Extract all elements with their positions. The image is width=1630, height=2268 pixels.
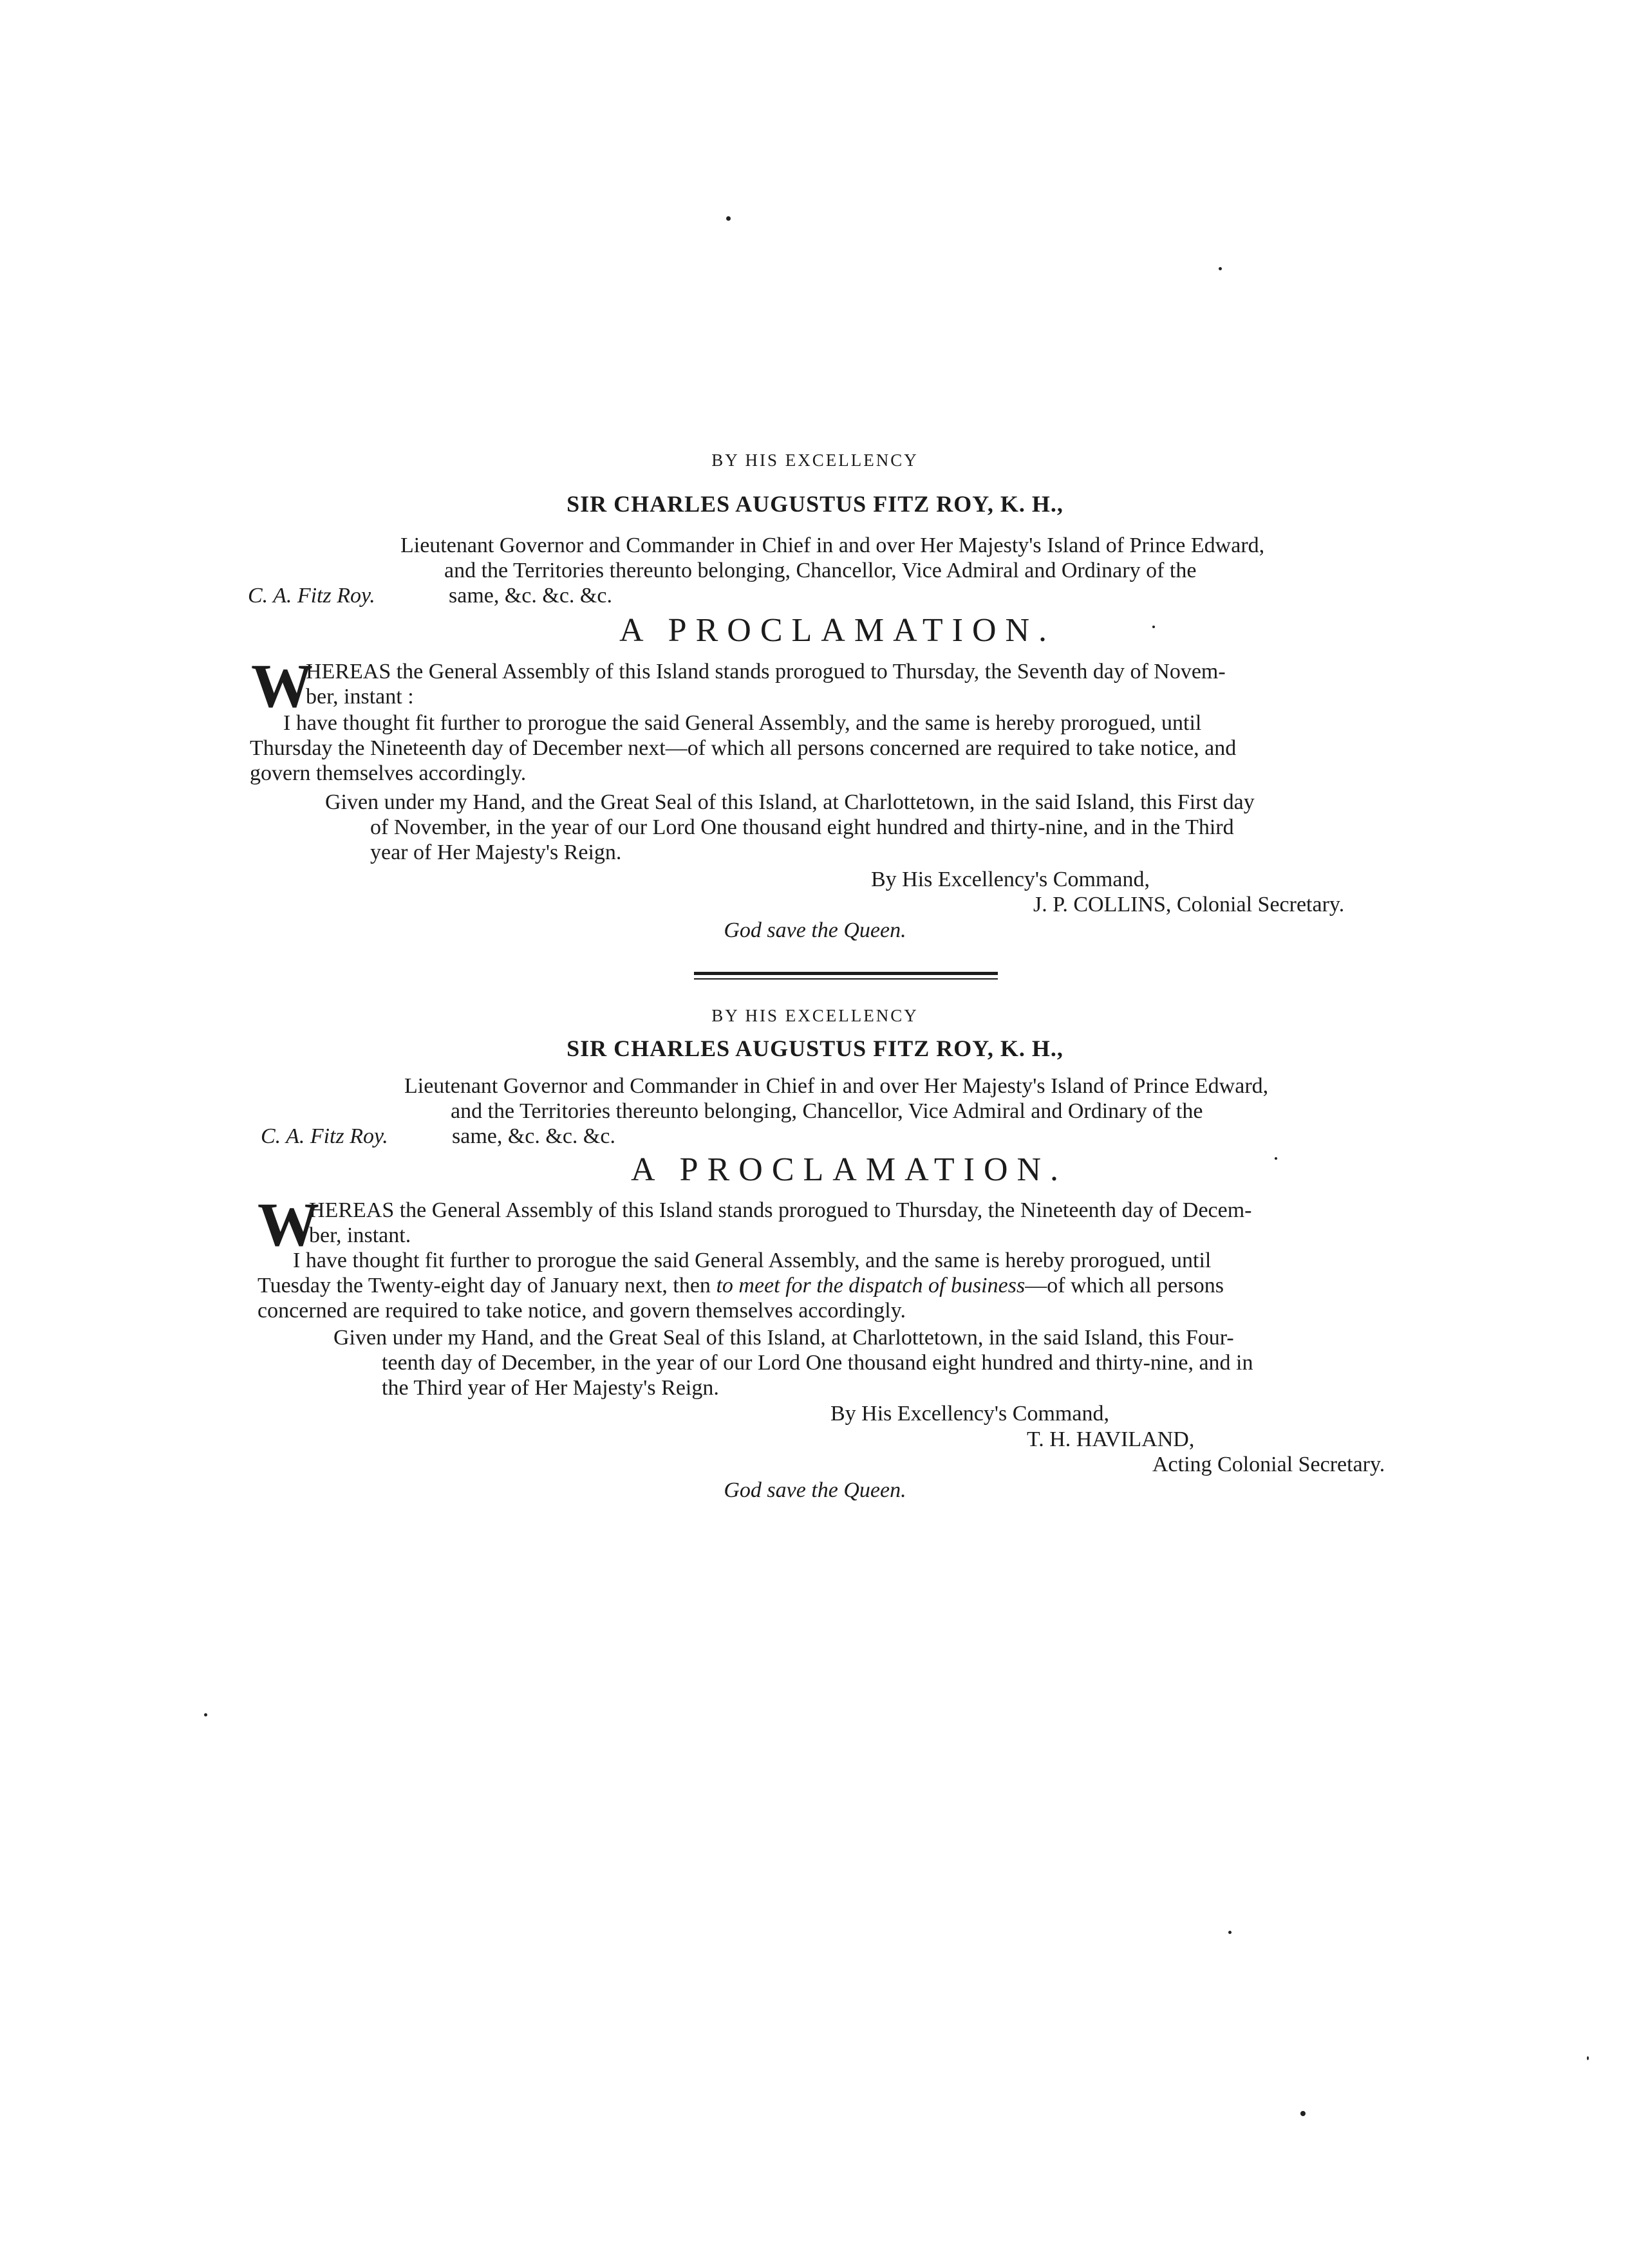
drop-cap: W xyxy=(258,1190,319,1259)
prorogue-line-1: I have thought fit further to prorogue the said General Assembly, and the same is hereby prorogued, until xyxy=(283,711,1202,735)
by-his-excellency: BY HIS EXCELLENCY xyxy=(711,451,919,470)
signature: C. A. Fitz Roy. xyxy=(248,584,375,608)
god-save-the-queen: God save the Queen. xyxy=(724,1478,906,1502)
titles-line-3: same, &c. &c. &c. xyxy=(449,584,612,608)
drop-cap: W xyxy=(251,651,313,720)
governor-name: SIR CHARLES AUGUSTUS FITZ ROY, K. H., xyxy=(567,491,1063,517)
prorogue-line-2-end: —of which all persons xyxy=(1025,1274,1224,1297)
god-save-the-queen: God save the Queen. xyxy=(724,918,906,942)
whereas-line-2: ber, instant. xyxy=(309,1223,411,1247)
titles-line-2: and the Territories thereunto belonging, Chancellor, Vice Admiral and Ordinary of the xyxy=(444,559,1197,582)
titles-line-3: same, &c. &c. &c. xyxy=(452,1124,615,1148)
titles-line-1: Lieutenant Governor and Commander in Chief in and over Her Majesty's Island of Prince Edward, xyxy=(404,1074,1269,1098)
given-line-3: the Third year of Her Majesty's Reign. xyxy=(382,1376,719,1400)
given-line-1: Given under my Hand, and the Great Seal of this Island, at Charlottetown, in the said Island, this Four- xyxy=(333,1326,1234,1350)
governor-name: SIR CHARLES AUGUSTUS FITZ ROY, K. H., xyxy=(567,1036,1063,1061)
command-line: By His Excellency's Command, xyxy=(871,868,1150,891)
given-line-1: Given under my Hand, and the Great Seal of this Island, at Charlottetown, in the said Island, this First day xyxy=(325,790,1255,814)
titles-line-1: Lieutenant Governor and Commander in Chief in and over Her Majesty's Island of Prince Edward, xyxy=(400,534,1265,557)
by-his-excellency: BY HIS EXCELLENCY xyxy=(711,1006,919,1025)
titles-line-2: and the Territories thereunto belonging, Chancellor, Vice Admiral and Ordinary of the xyxy=(451,1099,1203,1123)
prorogue-line-3: govern themselves accordingly. xyxy=(250,761,527,785)
whereas-line-2: ber, instant : xyxy=(306,685,414,709)
prorogue-line-3: concerned are required to take notice, and govern themselves accordingly. xyxy=(258,1299,906,1323)
signature: C. A. Fitz Roy. xyxy=(261,1124,388,1148)
given-line-3: year of Her Majesty's Reign. xyxy=(370,841,622,864)
prorogue-line-2-start: Tuesday the Twenty-eight day of January next, then xyxy=(258,1274,717,1297)
whereas-line-1: HEREAS the General Assembly of this Island stands prorogued to Thursday, the Seventh day of Novem- xyxy=(306,660,1226,683)
given-line-2: of November, in the year of our Lord One thousand eight hundred and thirty-nine, and in the Third xyxy=(370,815,1234,839)
prorogue-line-2: Thursday the Nineteenth day of December next—of which all persons concerned are required to take notice, and xyxy=(250,736,1237,760)
proclamation-heading: A PROCLAMATION. xyxy=(619,612,1056,649)
given-line-2: teenth day of December, in the year of our Lord One thousand eight hundred and thirty-nine, and in xyxy=(382,1351,1253,1375)
proclamation-heading: A PROCLAMATION. xyxy=(631,1151,1068,1188)
prorogue-line-1: I have thought fit further to prorogue the said General Assembly, and the same is hereby prorogued, until xyxy=(293,1249,1212,1272)
secretary-title: Acting Colonial Secretary. xyxy=(1152,1453,1385,1476)
whereas-line-1: HEREAS the General Assembly of this Island stands prorogued to Thursday, the Nineteenth day of Decem- xyxy=(309,1198,1252,1222)
command-line: By His Excellency's Command, xyxy=(830,1402,1109,1426)
secretary-name: T. H. HAVILAND, xyxy=(1027,1427,1195,1451)
secretary: J. P. COLLINS, Colonial Secretary. xyxy=(1033,893,1345,916)
prorogue-line-2 xyxy=(258,1274,1224,1298)
prorogue-line-2-italic: to meet for the dispatch of business xyxy=(716,1274,1026,1297)
